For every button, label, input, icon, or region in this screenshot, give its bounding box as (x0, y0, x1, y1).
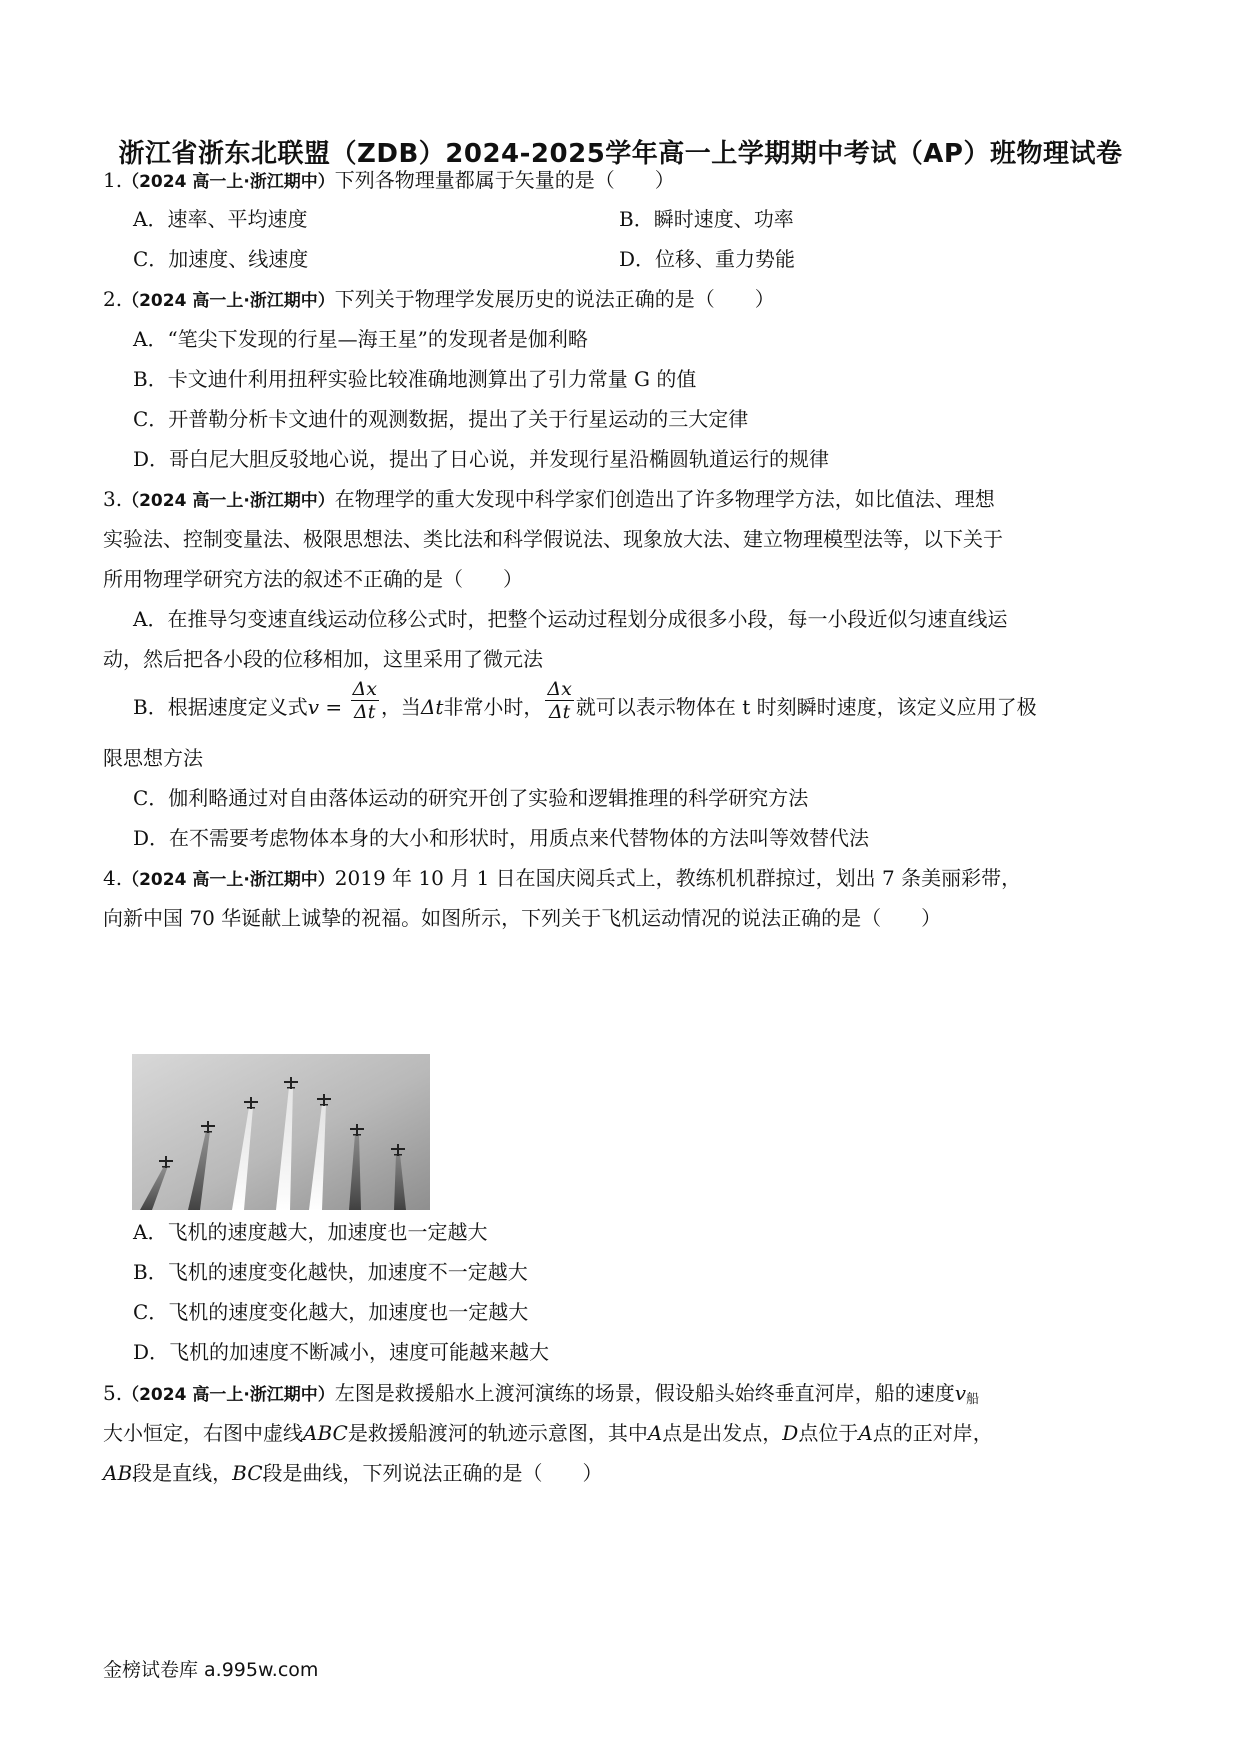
option-b-text: 非常小时， (443, 695, 544, 719)
fraction-dx-dt (545, 678, 573, 723)
stem-text: 大小恒定，右图中虚线 (103, 1421, 303, 1445)
source-tag: （2024 高一上·浙江期中） (122, 1385, 335, 1405)
question-5-stem-line-2 (103, 1421, 993, 1445)
delta-t-symbol: Δt (420, 695, 444, 719)
q4-option-c: C．飞机的速度变化越大，加速度也一定越大 (133, 1300, 529, 1324)
footer-watermark: 金榜试卷库 a.995w.com (103, 1659, 319, 1681)
boat-velocity-symbol: v (954, 1381, 967, 1405)
option-b-text: B．根据速度定义式 (133, 695, 308, 719)
q3-option-c: C．伽利略通过对自由落体运动的研究开创了实验和逻辑推理的科学研究方法 (133, 786, 809, 810)
q2-option-b: B．卡文迪什利用扭秤实验比较准确地测算出了引力常量 G 的值 (133, 367, 697, 391)
question-3-stem (103, 487, 995, 513)
fraction-denominator: Δt (354, 701, 376, 723)
q4-option-d: D．飞机的加速度不断减小，速度可能越来越大 (133, 1340, 550, 1364)
stem-text: 2019 年 10 月 1 日在国庆阅兵式上，教练机机群掠过，划出 7 条美丽彩带， (334, 866, 1022, 890)
q1-option-a: A．速率、平均速度 (133, 207, 308, 231)
q1-option-d: D．位移、重力势能 (619, 247, 796, 271)
question-5-stem-line-3 (103, 1461, 603, 1485)
question-3-stem-line-2: 实验法、控制变量法、极限思想法、类比法和科学假说法、现象放大法、建立物理模型法等，以下关于 (103, 527, 1003, 551)
option-b-text: 就可以表示物体在 t 时刻瞬时速度，该定义应用了极 (575, 695, 1037, 719)
point-a-label: A (647, 1421, 663, 1445)
source-tag: （2024 高一上·浙江期中） (122, 491, 335, 511)
question-number: 2. (103, 287, 123, 311)
fraction-dx-dt (351, 678, 379, 723)
boat-velocity-subscript: 船 (966, 1392, 980, 1407)
question-number: 1. (103, 168, 123, 192)
page-title: 浙江省浙东北联盟（ZDB）2024-2025学年高一上学期期中考试（AP）班物理试卷 (118, 139, 1123, 169)
equals-sign: = (319, 695, 349, 719)
q2-option-c: C．开普勒分析卡文迪什的观测数据，提出了关于行星运动的三大定律 (133, 407, 749, 431)
question-number: 4. (103, 866, 123, 890)
stem-text: 点位于 (798, 1421, 859, 1445)
question-number: 5. (103, 1381, 123, 1405)
source-tag: （2024 高一上·浙江期中） (122, 172, 335, 192)
stem-text: 下列各物理量都属于矢量的是（ ） (334, 168, 675, 192)
question-2-stem (103, 287, 775, 313)
q4-option-a: A．飞机的速度越大，加速度也一定越大 (133, 1220, 488, 1244)
stem-text: 左图是救援船水上渡河演练的场景，假设船头始终垂直河岸，船的速度 (334, 1381, 955, 1405)
q1-option-b: B．瞬时速度、功率 (619, 207, 794, 231)
question-4-stem-line-2: 向新中国 70 华诞献上诚挚的祝福。如图所示，下列关于飞机运动情况的说法正确的是（ ） (103, 906, 942, 930)
stem-text: 段是直线， (132, 1461, 233, 1485)
q1-option-c: C．加速度、线速度 (133, 247, 309, 271)
segment-bc-label: BC (232, 1461, 263, 1485)
stem-text: 下列关于物理学发展历史的说法正确的是（ ） (334, 287, 775, 311)
q3-option-a-line-2: 动，然后把各小段的位移相加，这里采用了微元法 (103, 647, 543, 671)
stem-text: 是救援船渡河的轨迹示意图，其中 (347, 1421, 648, 1445)
path-label-abc: ABC (303, 1421, 348, 1445)
stem-text: 在物理学的重大发现中科学家们创造出了许多物理学方法，如比值法、理想 (334, 487, 995, 511)
source-tag: （2024 高一上·浙江期中） (122, 291, 335, 311)
fraction-numerator: Δx (547, 678, 572, 700)
option-b-text: ，当 (380, 695, 421, 719)
question-3-stem-line-3: 所用物理学研究方法的叙述不正确的是（ ） (103, 567, 523, 591)
segment-ab-label: AB (103, 1461, 133, 1485)
q3-option-b-line-2: 限思想方法 (103, 746, 203, 770)
question-number: 3. (103, 487, 123, 511)
question-4-stem (103, 866, 1021, 892)
point-d-label: D (782, 1421, 799, 1445)
question-1-stem (103, 168, 675, 194)
point-a-label: A (858, 1421, 873, 1445)
q2-option-a: A．“笔尖下发现的行星—海王星”的发现者是伽利略 (133, 327, 588, 351)
fraction-denominator: Δt (548, 701, 571, 723)
stem-text: 点的正对岸， (872, 1421, 993, 1445)
fraction-numerator: Δx (352, 678, 377, 700)
q2-option-d: D．哥白尼大胆反驳地心说，提出了日心说，并发现行星沿椭圆轨道运行的规律 (133, 447, 830, 471)
q3-option-d: D．在不需要考虑物体本身的大小和形状时，用质点来代替物体的方法叫等效替代法 (133, 826, 870, 850)
q4-option-b: B．飞机的速度变化越快，加速度不一定越大 (133, 1260, 528, 1284)
stem-text: 点是出发点， (662, 1421, 783, 1445)
stem-text: 段是曲线，下列说法正确的是（ ） (262, 1461, 603, 1485)
q3-option-a-line-1: A．在推导匀变速直线运动位移公式时，把整个运动过程划分成很多小段，每一小段近似匀速直线运 (133, 607, 1008, 631)
air-show-photo (132, 1054, 430, 1210)
source-tag: （2024 高一上·浙江期中） (122, 870, 335, 890)
velocity-symbol: v (307, 695, 320, 719)
question-5-stem (103, 1381, 979, 1412)
